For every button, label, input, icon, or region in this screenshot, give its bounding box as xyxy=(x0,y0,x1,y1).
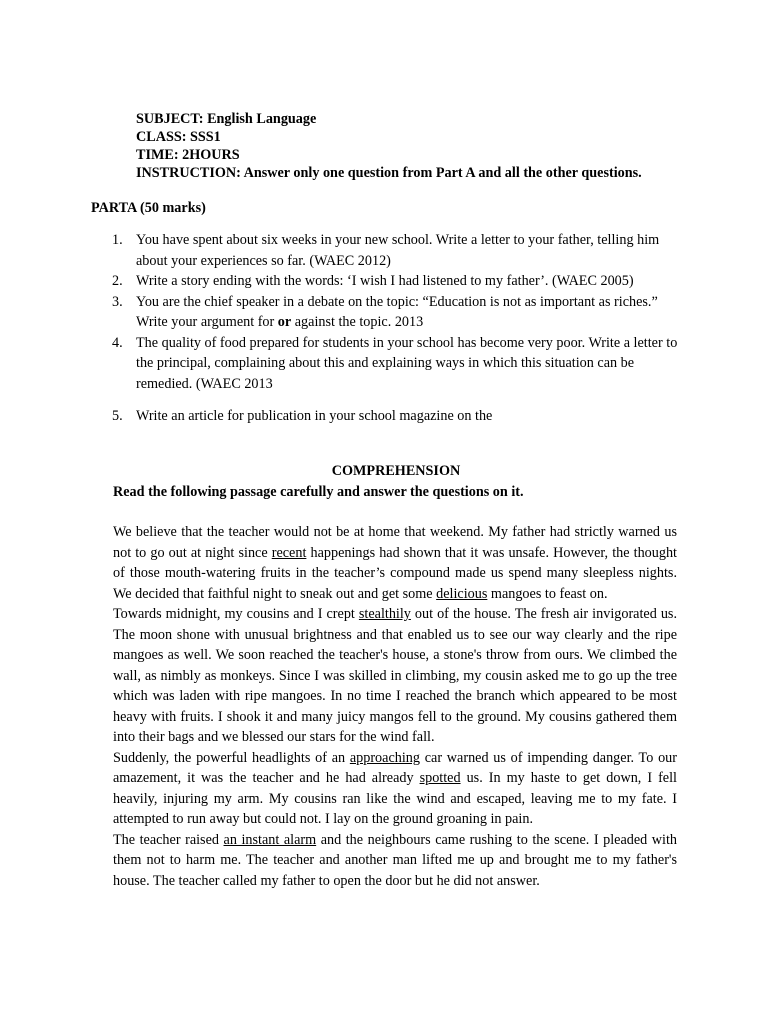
underlined-word: spotted xyxy=(419,770,461,786)
question-text: against the topic. 2013 xyxy=(291,314,424,330)
underlined-word: stealthily xyxy=(358,606,411,622)
exam-header xyxy=(136,110,642,182)
passage-text: car warned us of impending danger. To our amazement, it was the teacher and he had already xyxy=(113,749,677,786)
question-number: 2. xyxy=(112,273,123,289)
question-item xyxy=(112,271,681,292)
passage-text: out of the house. The fresh air invigorated us. The moon shone with unusual brightness and that enabled us to see our way clearly and the ripe mangoes as well. We soon reached the teacher's house, a stone's throw from ours. We climbed the wall, as nimbly as monkeys. Since I was skilled in climbing, my cousin asked me to go up the tree which was laden with ripe mangoes. In no time I reached the branch which appeared to be most heavy with fruits. I shook it and many juicy mangos fell to the ground. My cousins gathered them into their bags and we blessed our stars for the wind fall. xyxy=(113,606,677,745)
passage-paragraph xyxy=(113,748,677,830)
question-text-bold: or xyxy=(277,314,292,330)
question-number: 1. xyxy=(112,232,123,248)
question-number: 4. xyxy=(112,334,123,351)
question-text: You have spent about six weeks in your new school. Write a letter to your father, telling him about your experiences so far. (WAEC 2012) xyxy=(136,232,660,269)
question-text: Write an article for publication in your school magazine on the xyxy=(136,408,493,424)
comprehension-instruction: Read the following passage carefully and answer the questions on it. xyxy=(113,484,524,500)
question-number: 3. xyxy=(112,293,123,310)
passage-paragraph xyxy=(113,830,677,892)
passage-text: happenings had shown that it was unsafe. However, the thought of those mouth-watering fruits in the teacher’s compound made us spend many sleepless nights. We decided that faithful night to sneak out and get some xyxy=(113,544,677,602)
time-line: TIME: 2HOURS xyxy=(136,147,240,163)
underlined-word: recent xyxy=(271,544,307,561)
question-list xyxy=(112,230,681,427)
underlined-word: an instant alarm xyxy=(223,831,317,848)
question-text: Write a story ending with the words: ‘I wish I had listened to my father’. (WAEC 2005) xyxy=(136,273,634,289)
comprehension-title: COMPREHENSION xyxy=(331,463,461,479)
question-item xyxy=(112,230,681,271)
comprehension-passage xyxy=(113,522,677,891)
passage-text: Suddenly, the powerful headlights of an xyxy=(113,749,350,766)
passage-text: us. In my haste to get down, I fell heavily, injuring my arm. My cousins ran like the wind and escaped, leaving me to my fate. I attempted to run away but could not. I lay on the ground groaning in pain. xyxy=(113,770,677,827)
passage-text: Towards midnight, my cousins and I crept xyxy=(113,606,359,622)
passage-text: We believe that the teacher would not be at home that weekend. My father had strictly warned us not to go out at night since xyxy=(113,524,677,561)
passage-text: mangoes to feast on. xyxy=(487,585,608,602)
instruction-line: INSTRUCTION: Answer only one question from Part A and all the other questions. xyxy=(136,165,642,181)
question-item xyxy=(112,406,681,427)
passage-text: and the neighbours came rushing to the scene. I pleaded with them not to harm me. The teacher and another man lifted me up and brought me to my father's house. The teacher called my father to open the door but he did not answer. xyxy=(113,831,677,889)
part-a-title: PARTA (50 marks) xyxy=(91,200,206,216)
passage-text: The teacher raised xyxy=(113,831,224,848)
question-text: You are the chief speaker in a debate on the topic: “Education is not as important as riches.” Write your argument for xyxy=(136,293,658,330)
question-item xyxy=(112,292,681,333)
subject-line: SUBJECT: English Language xyxy=(136,111,317,127)
underlined-word: approaching xyxy=(349,749,420,766)
underlined-word: delicious xyxy=(436,585,488,602)
class-line: CLASS: SSS1 xyxy=(136,129,221,145)
passage-paragraph xyxy=(113,522,677,604)
question-text: The quality of food prepared for students in your school has become very poor. Write a letter to the principal, complaining about this and explaining ways in which this situation can be remedied. (WAEC 2013 xyxy=(136,334,678,392)
question-number: 5. xyxy=(112,408,123,424)
passage-paragraph xyxy=(113,604,677,748)
question-item xyxy=(112,333,681,395)
